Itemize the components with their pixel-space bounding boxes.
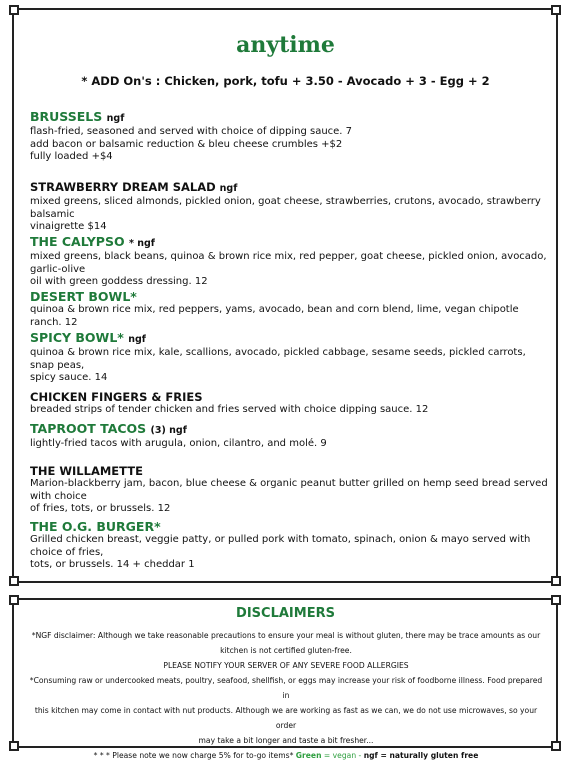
item-tag: ngf	[128, 334, 146, 345]
menu-item-taproot-tacos	[30, 422, 550, 451]
item-name: SPICY BOWL*	[30, 330, 124, 345]
item-desc: Grilled chicken breast, veggie patty, or pulled pork with tomato, spinach, onion & mayo served with choice of fries,	[30, 534, 531, 558]
menu-item-chicken-fingers	[30, 390, 550, 417]
item-desc: flash-fried, seasoned and served with choice of dipping sauce. 7	[30, 126, 353, 137]
item-tag: (3) ngf	[150, 425, 187, 436]
item-name: STRAWBERRY DREAM SALAD	[30, 180, 216, 194]
item-desc: quinoa & brown rice mix, kale, scallions, avocado, pickled cabbage, sesame seeds, pickled carrots, snap peas,	[30, 347, 526, 371]
ngf-disclaimer-line: *NGF disclaimer: Although we take reasonable precautions to ensure your meal is without gluten, there may be trace amounts as our	[31, 631, 541, 640]
menu-item-spicy-bowl	[30, 331, 550, 385]
allergy-notice: PLEASE NOTIFY YOUR SERVER OF ANY SEVERE FOOD ALLERGIES	[163, 661, 409, 670]
item-name: TAPROOT TACOS	[30, 421, 147, 436]
menu-item-brussels	[30, 110, 550, 164]
item-desc: vinaigrette $14	[30, 221, 107, 232]
raw-food-disclaimer-line: *Consuming raw or undercooked meats, poultry, seafood, shellfish, or eggs may increase your risk of foodborne illness. Food prepared in	[29, 676, 543, 700]
menu-item-strawberry-salad	[30, 180, 550, 234]
item-desc: mixed greens, black beans, quinoa & brown rice mix, red pepper, goat cheese, pickled onion, avocado, garlic-olive	[30, 251, 547, 275]
item-tag: ngf	[106, 113, 125, 124]
disclaimer-block	[26, 628, 546, 763]
item-name: THE CALYPSO	[30, 234, 125, 249]
item-tag: ngf	[219, 183, 238, 194]
item-desc: lightly-fried tacos with arugula, onion, cilantro, and molé. 9	[30, 438, 327, 449]
item-desc: oil with green goddess dressing. 12	[30, 276, 208, 287]
item-name: BRUSSELS	[30, 109, 103, 124]
item-desc: quinoa & brown rice mix, red peppers, yams, avocado, bean and corn blend, lime, vegan chipotle ranch. 12	[30, 304, 519, 328]
menu-item-desert-bowl	[30, 290, 550, 329]
raw-food-disclaimer-line: this kitchen may come in contact with nut products. Although we are working as fast as we can, we do not use microwaves, so your order	[34, 706, 538, 730]
legend-ngf: ngf = naturally gluten free	[363, 751, 479, 760]
item-desc: Marion-blackberry jam, bacon, blue cheese & organic peanut butter grilled on hemp seed bread served with choice	[30, 478, 548, 502]
item-tag: * ngf	[128, 238, 155, 249]
menu-item-willamette	[30, 464, 550, 516]
ngf-disclaimer-line: kitchen is not certified gluten-free.	[220, 646, 352, 655]
legend-vegan: = vegan -	[321, 751, 364, 760]
item-desc: tots, or brussels. 14 + cheddar 1	[30, 559, 195, 570]
item-desc: fully loaded +$4	[30, 151, 113, 162]
togo-note: * * * Please note we now charge 5% for to-go items*	[93, 751, 294, 760]
item-name: THE O.G. BURGER*	[30, 519, 161, 534]
item-name: DESERT BOWL*	[30, 289, 137, 304]
item-desc: spicy sauce. 14	[30, 372, 108, 383]
item-desc: add bacon or balsamic reduction & bleu cheese crumbles +$2	[30, 138, 343, 150]
menu-item-calypso	[30, 235, 550, 289]
disclaimers-title: DISCLAIMERS	[236, 606, 335, 621]
addons-line: * ADD On's : Chicken, pork, tofu + 3.50 - Avocado + 3 - Egg + 2	[81, 74, 490, 88]
item-desc: breaded strips of tender chicken and fries served with choice dipping sauce. 12	[30, 404, 429, 415]
menu-item-og-burger	[30, 520, 550, 572]
legend-green: Green	[295, 751, 322, 760]
item-name: CHICKEN FINGERS & FRIES	[30, 390, 203, 404]
item-name: THE WILLAMETTE	[30, 464, 143, 478]
item-desc: of fries, tots, or brussels. 12	[30, 503, 171, 514]
menu-title: anytime	[236, 32, 335, 58]
item-desc: mixed greens, sliced almonds, pickled onion, goat cheese, strawberries, crutons, avocado, strawberry balsamic	[30, 196, 541, 220]
legend-line	[26, 748, 546, 763]
raw-food-disclaimer-line: may take a bit longer and taste a bit fresher...	[198, 736, 374, 745]
